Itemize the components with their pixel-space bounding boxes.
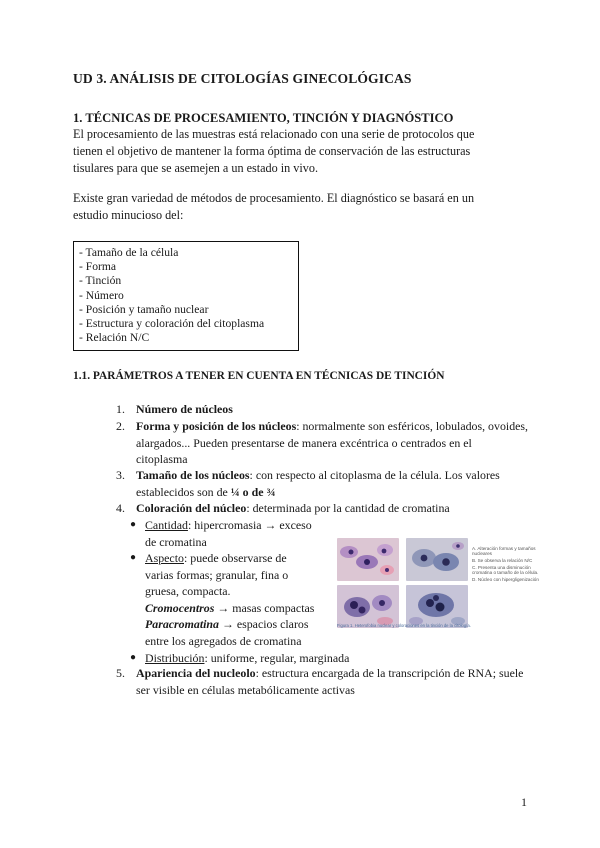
- criteria-item: - Relación N/C: [79, 331, 150, 345]
- methods-line: Existe gran variedad de métodos de procesamiento. El diagnóstico se basará en un: [73, 191, 475, 205]
- page-number: 1: [521, 795, 527, 809]
- item-text: : determinada por la cantidad de cromatina: [246, 501, 450, 515]
- list-number: 1.: [116, 402, 125, 416]
- micrograph-a-image: [337, 538, 399, 581]
- intro-paragraph: [73, 126, 533, 177]
- intro-line: tisulares para que se asemejen a un estado in vivo.: [73, 161, 319, 175]
- item-text: : normalmente son esféricos, lobulados, ovoides,: [296, 419, 529, 433]
- list-item-2: [136, 418, 536, 468]
- item-text: establecidos son de: [136, 484, 231, 499]
- list-item-5: [136, 665, 546, 698]
- list-number: 4.: [116, 501, 125, 515]
- document-title: UD 3. ANÁLISIS DE CITOLOGÍAS GINECOLÓGICAS: [73, 71, 412, 86]
- legend-item: B. Se observa la relación N/C: [472, 558, 533, 564]
- bullet-dot: ●: [130, 552, 137, 563]
- item-term: Forma y posición de los núcleos: [136, 419, 297, 433]
- item-text: ser visible en células metabólicamente activas: [136, 682, 355, 697]
- list-item-1: [136, 401, 233, 418]
- bullet-term: Distribución: [145, 651, 205, 665]
- criteria-item: - Posición y tamaño nuclear: [79, 302, 209, 316]
- section-1-heading: 1. TÉCNICAS DE PROCESAMIENTO, TINCIÓN Y DIAGNÓSTICO: [73, 111, 454, 125]
- item-term: Tamaño de los núcleos: [136, 468, 250, 482]
- bullet-text: : puede observarse de: [183, 551, 287, 565]
- list-number: 2.: [116, 419, 125, 433]
- bullet-text: varias formas; granular, fina o: [145, 567, 289, 582]
- criteria-item: - Tamaño de la célula: [79, 246, 179, 259]
- figure-legend: [472, 546, 542, 584]
- item-text: : estructura encargada de la transcripción de RNA; suele: [255, 666, 524, 680]
- legend-item: A. Alteración formas y tamaños nucleares: [472, 546, 536, 557]
- list-number: 5.: [116, 666, 125, 680]
- bullet-text: entre los agregados de cromatina: [145, 633, 302, 648]
- bullet-dot: ●: [130, 519, 137, 530]
- bullet-term: Cantidad: [145, 518, 188, 532]
- intro-line: El procesamiento de las muestras está relacionado con una serie de protocolos que: [73, 127, 475, 141]
- criteria-item: - Forma: [79, 260, 117, 274]
- bullet-text: : uniforme, regular, marginada: [204, 651, 350, 665]
- list-item-3: [136, 467, 536, 500]
- bullet-term-italic: Paracromatina: [145, 617, 219, 632]
- list-item-4: [136, 500, 536, 517]
- bullet-dot: ●: [130, 652, 137, 663]
- bullet-text: de cromatina: [145, 534, 207, 549]
- bullet-aspecto: [145, 550, 335, 650]
- criteria-item: - Tinción: [79, 274, 122, 288]
- figure-caption: Figura 1. Heterofobia nuclear y coloraciones en la tinción de la citología.: [337, 623, 471, 628]
- micrograph-c-image: [337, 585, 399, 628]
- item-term: Número de núcleos: [136, 402, 233, 416]
- bullet-text: gruesa, compacta.: [145, 584, 231, 599]
- bullet-text: : hipercromasia → exceso: [187, 518, 312, 532]
- item-term: Coloración del núcleo: [136, 501, 247, 515]
- methods-paragraph: [73, 190, 533, 224]
- bullet-term-italic: Cromocentros: [145, 600, 215, 615]
- list-number: 3.: [116, 468, 125, 482]
- item-text: citoplasma: [136, 452, 188, 467]
- bullet-term: Aspecto: [145, 551, 184, 565]
- criteria-box: [73, 241, 299, 351]
- micrograph-figure: [337, 538, 469, 632]
- micrograph-b-image: [406, 538, 468, 581]
- section-1-1-heading: 1.1. PARÁMETROS A TENER EN CUENTA EN TÉCNICAS DE TINCIÓN: [73, 370, 445, 382]
- item-text: : con respecto al citoplasma de la célula. Los valores: [249, 468, 500, 482]
- bullet-text: → espacios claros: [219, 617, 309, 632]
- micrograph-d-image: [406, 585, 468, 628]
- legend-item: D. Núcleo con hipergligenización: [472, 577, 539, 583]
- item-term: Apariencia del nucleolo: [136, 666, 256, 680]
- legend-item: C. Presenta una disminución cromatina o tamaño de la célula.: [472, 565, 539, 576]
- criteria-item: - Número: [79, 288, 124, 302]
- item-fraction: ¼ o de ¾: [230, 484, 276, 499]
- intro-line: tienen el objetivo de mantener la forma óptima de conservación de las estructuras: [73, 144, 471, 158]
- bullet-cantidad: [145, 517, 335, 550]
- bullet-text: → masas compactas: [214, 600, 315, 615]
- methods-line: estudio minucioso del:: [73, 208, 184, 222]
- criteria-item: - Estructura y coloración del citoplasma: [79, 317, 265, 331]
- item-text: alargados... Pueden presentarse de manera excéntrica o centrados en el: [136, 435, 472, 450]
